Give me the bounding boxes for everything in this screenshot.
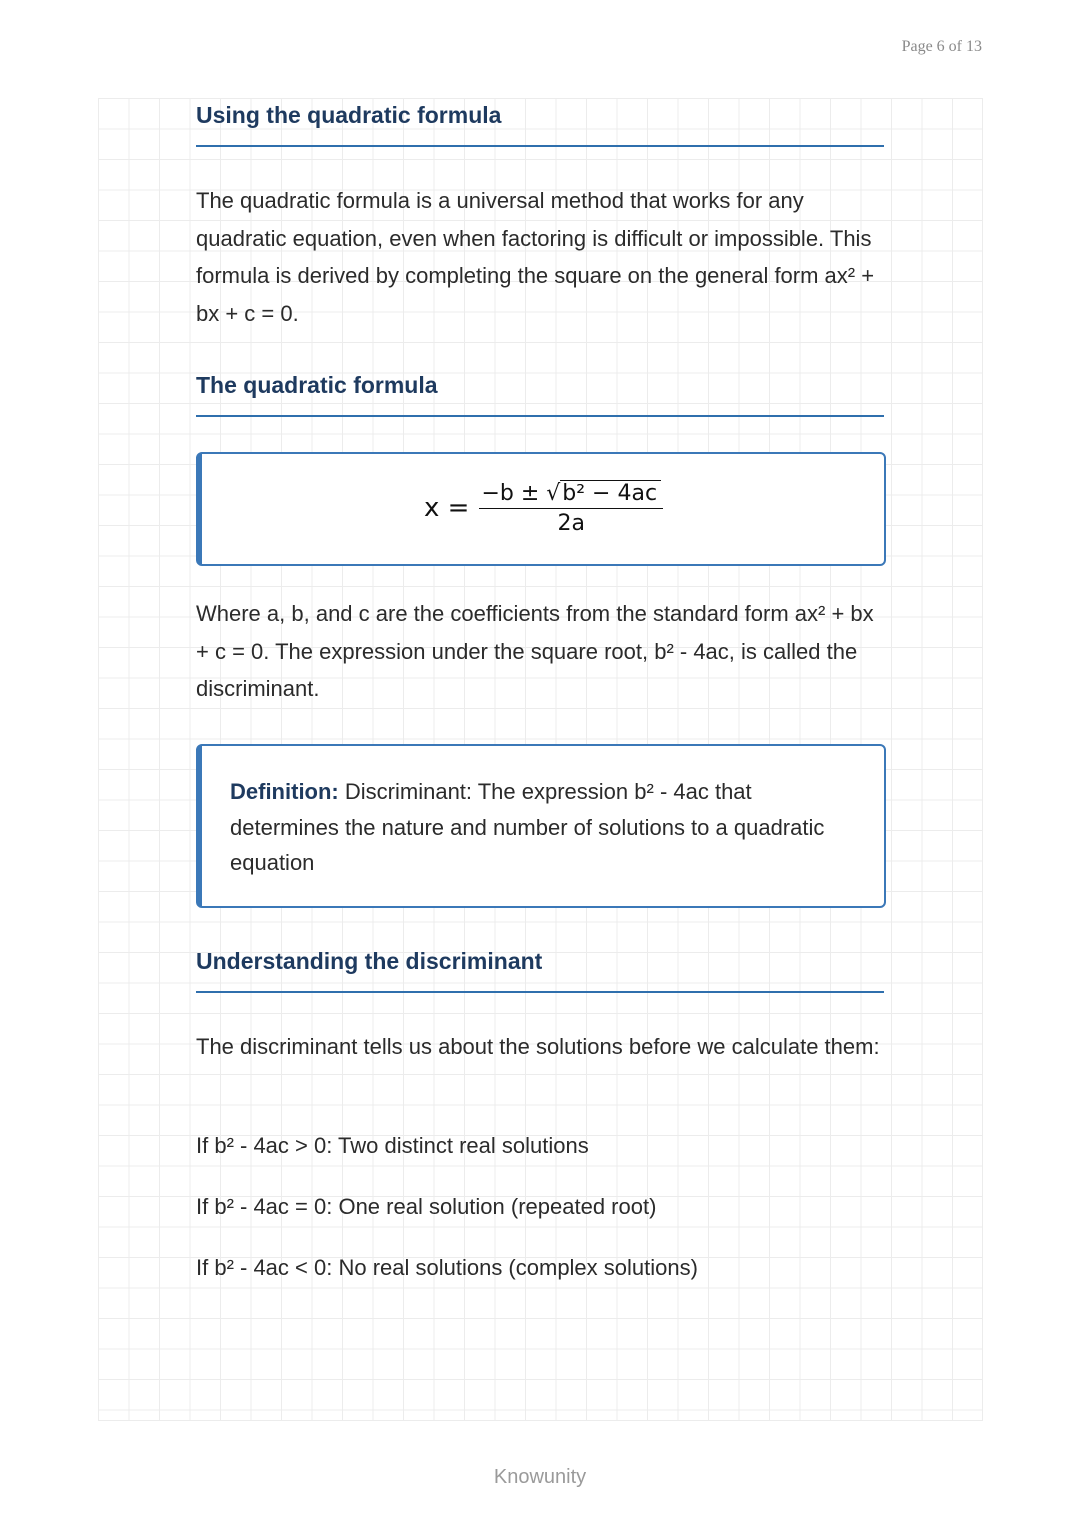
section-heading-using-formula: Using the quadratic formula (196, 102, 884, 147)
section-heading-understanding-discriminant: Understanding the discriminant (196, 948, 884, 993)
definition-box (196, 744, 886, 908)
section-heading-quadratic-formula: The quadratic formula (196, 372, 884, 417)
intro-paragraph: The quadratic formula is a universal method that works for any quadratic equation, even when factoring is difficult or impossible. This formula is derived by completing the square on the general form ax² + bx + c = 0. (196, 188, 875, 326)
formula-numerator (479, 480, 663, 509)
discriminant-case-positive: If b² - 4ac > 0: Two distinct real solutions (196, 1133, 589, 1158)
discriminant-intro: The discriminant tells us about the solutions before we calculate them: (196, 1034, 880, 1059)
formula-fraction (479, 480, 663, 536)
explanation-paragraph: Where a, b, and c are the coefficients from the standard form ax² + bx + c = 0. The expression under the square root, b² - 4ac, is called the discriminant. (196, 601, 874, 701)
footer-brand: Knowunity (493, 1466, 587, 1488)
formula-numerator-prefix: −b ± √ (481, 481, 561, 506)
definition-label: Definition: (230, 779, 339, 804)
formula-radicand: b² − 4ac (560, 480, 661, 506)
discriminant-case-negative: If b² - 4ac < 0: No real solutions (complex solutions) (196, 1255, 698, 1280)
page-number: Page 6 of 13 (901, 38, 982, 55)
definition-text: Discriminant: The expression b² - 4ac that determines the nature and number of solutions to a quadratic equation (230, 779, 825, 875)
quadratic-formula (424, 480, 663, 536)
formula-lhs: x = (424, 493, 470, 523)
discriminant-case-zero: If b² - 4ac = 0: One real solution (repeated root) (196, 1194, 657, 1219)
formula-denominator: 2a (557, 511, 585, 536)
formula-box (196, 452, 886, 566)
definition-text-block (230, 774, 840, 881)
